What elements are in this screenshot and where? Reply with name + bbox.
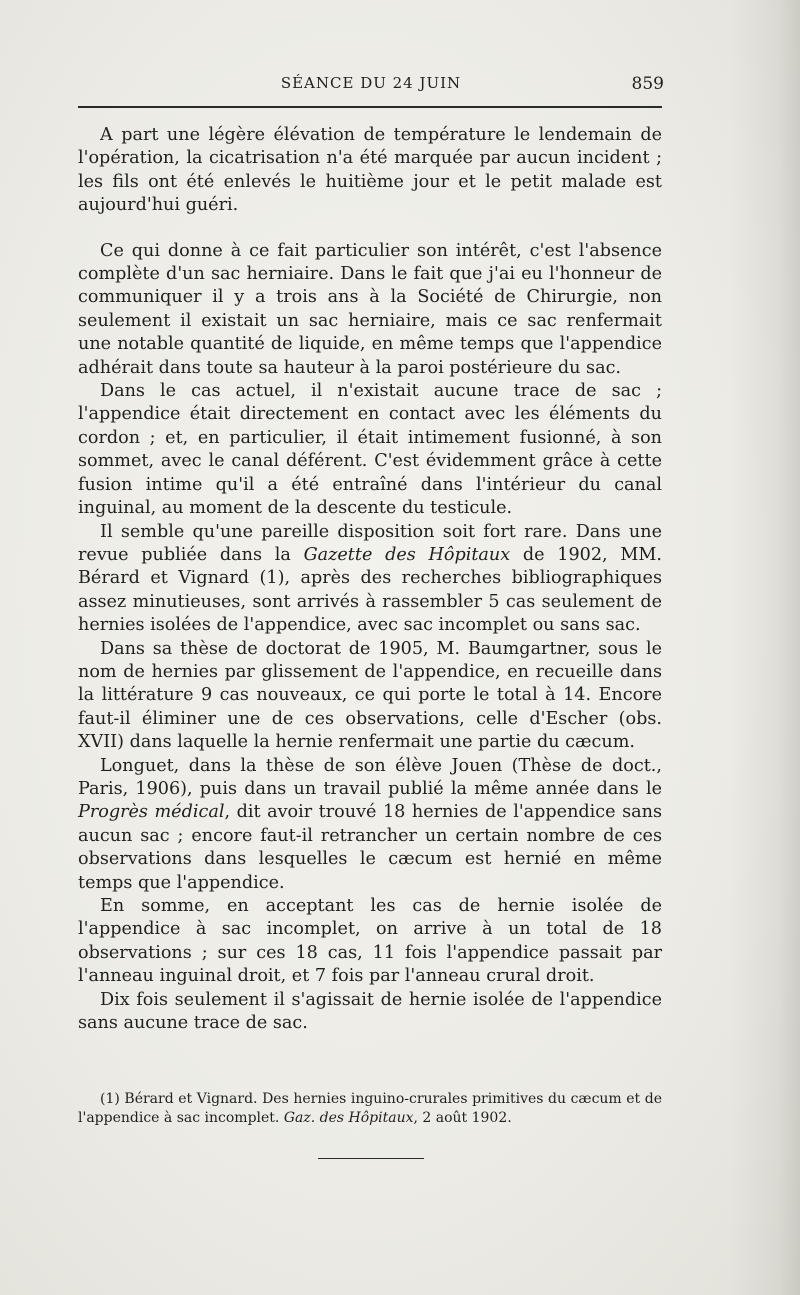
- footnote: (1) Bérard et Vignard. Des hernies inguino-crurales primitives du cæcum et de l'appendice à sac incomplet. Gaz. des Hôpitaux, 2 août 1902.: [78, 1091, 662, 1126]
- paragraph-8: Dix fois seulement il s'agissait de hernie isolée de l'appendice sans aucune trace de sac.: [78, 989, 662, 1034]
- body-text: [78, 124, 662, 1035]
- page-header: [78, 74, 664, 102]
- paragraph-2: Ce qui donne à ce fait particulier son intérêt, c'est l'absence complète d'un sac herniaire. Dans le fait que j'ai eu l'honneur de communiquer il y a trois ans à la Société de Chirurgie, non seulement il existait un sac herniaire, mais ce sac renfermait une notable quantité de liquide, en même temps que l'appendice adhérait dans toute sa hauteur à la paroi postérieure du sac.: [78, 240, 662, 378]
- end-rule: [318, 1158, 424, 1159]
- paragraph-7: En somme, en acceptant les cas de hernie isolée de l'appendice à sac incomplet, on arrive à un total de 18 observations ; sur ces 18 cas, 11 fois l'appendice passait par l'anneau inguinal droit, et 7 fois par l'anneau crural droit.: [78, 896, 662, 987]
- page-edge-shadow: [730, 0, 800, 1295]
- paragraph-3: Dans le cas actuel, il n'existait aucune trace de sac ; l'appendice était directement en contact avec les éléments du cordon ; et, en particulier, il était intimement fusionné, à son sommet, avec le canal déférent. C'est évidemment grâce à cette fusion intime qu'il a été entraîné dans l'intérieur du canal inguinal, au moment de la descente du testicule.: [78, 381, 662, 519]
- footnote-journal-italic: Gaz. des Hôpitaux: [283, 1110, 414, 1126]
- paragraph-6: Longuet, dans la thèse de son élève Jouen (Thèse de doct., Paris, 1906), puis dans un travail publié la même année dans le Progrès médical, dit avoir trouvé 18 hernies de l'appendice sans aucun sac ; encore faut-il retrancher un certain nombre de ces observations dans lesquelles le cæcum est hernié en même temps que l'appendice.: [78, 755, 662, 893]
- header-rule: [78, 106, 662, 108]
- paragraph-5: Dans sa thèse de doctorat de 1905, M. Baumgartner, sous le nom de hernies par glissement de l'appendice, en recueille dans la littérature 9 cas nouveaux, ce qui porte le total à 14. Encore faut-il éliminer une de ces observations, celle d'Escher (obs. XVII) dans laquelle la hernie renfermait une partie du cæcum.: [78, 638, 662, 753]
- paragraph-4: Il semble qu'une pareille disposition soit fort rare. Dans une revue publiée dans la Gazette des Hôpitaux de 1902, MM. Bérard et Vignard (1), après des recherches bibliographiques assez minutieuses, sont arrivés à rassembler 5 cas seulement de hernies isolées de l'appendice, avec sac incomplet ou sans sac.: [78, 521, 662, 636]
- paragraph-1: A part une légère élévation de température le lendemain de l'opération, la cicatrisation n'a été marquée par aucun incident ; les fils ont été enlevés le huitième jour et le petit malade est aujourd'hui guéri.: [78, 125, 662, 216]
- journal-title-italic: Progrès médical: [78, 802, 225, 823]
- footnote-marker: (1): [100, 1091, 120, 1107]
- journal-title-italic: Gazette des Hôpitaux: [303, 544, 511, 565]
- page-number: 859: [631, 74, 664, 94]
- running-title: SÉANCE DU 24 JUIN: [280, 74, 462, 92]
